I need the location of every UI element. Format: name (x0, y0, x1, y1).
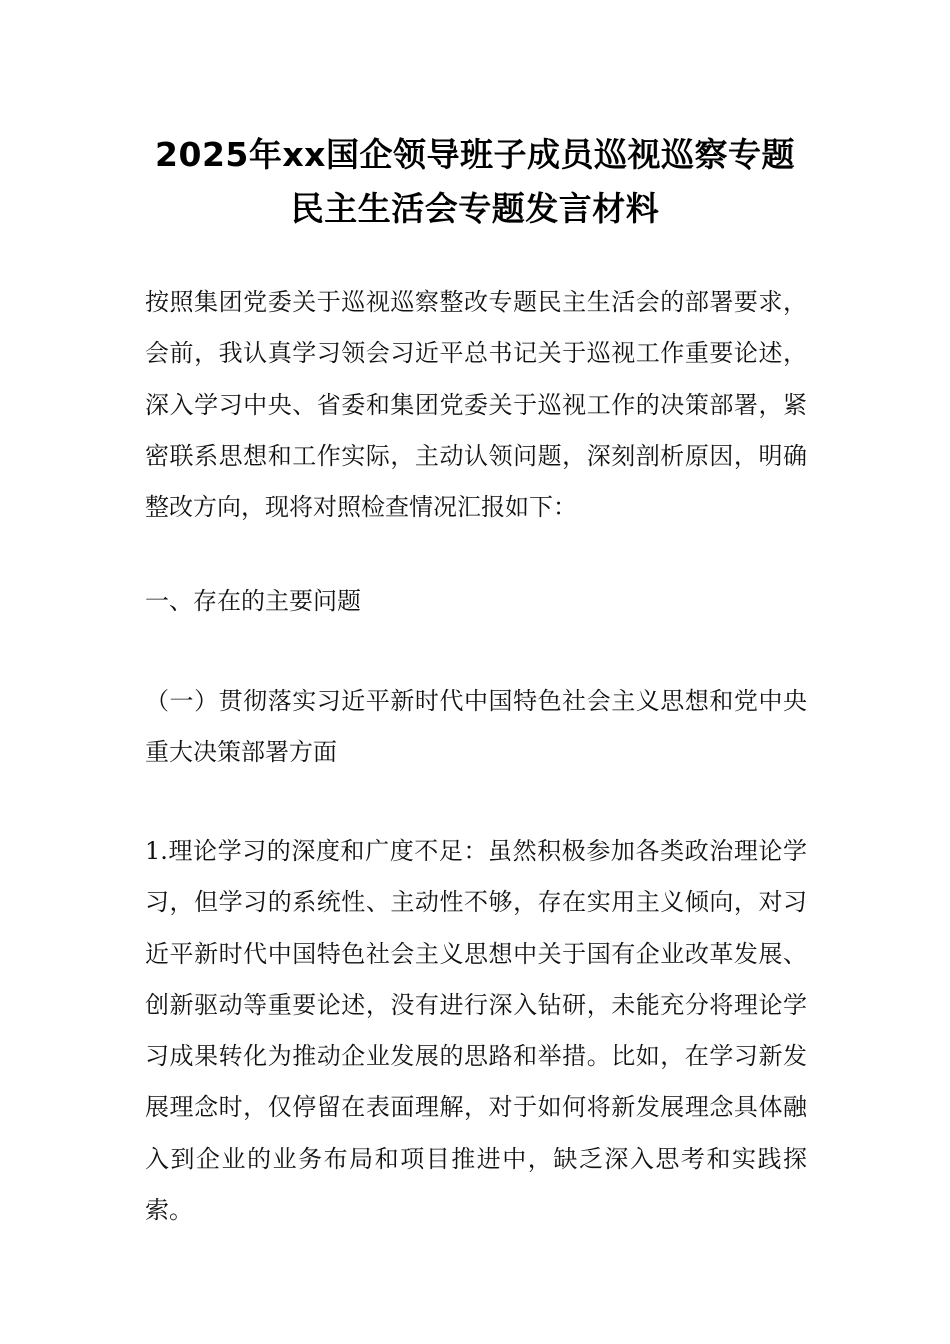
document-title-line-1: 2025年xx国企领导班子成员巡视巡察专题 (155, 135, 795, 174)
section-heading: 一、存在的主要问题 (145, 587, 361, 615)
document-title-line-2: 民主生活会专题发言材料 (290, 189, 660, 228)
item-paragraph: 1.理论学习的深度和广度不足：虽然积极参加各类政治理论学习，但学习的系统性、主动性不够，存在实用主义倾向，对习近平新时代中国特色社会主义思想中关于国有企业改革发展、创新驱动等重要论述，没有进行深入钻研，未能充分将理论学习成果转化为推动企业发展的思路和举措。比如，在学习新发展理念时，仅停留在表面理解，对于如何将新发展理念具体融入到企业的业务布局和项目推进中，缺乏深入思考和实践探索。 (145, 837, 807, 1225)
intro-paragraph: 按照集团党委关于巡视巡察整改专题民主生活会的部署要求，会前，我认真学习领会习近平总书记关于巡视工作重要论述，深入学习中央、省委和集团党委关于巡视工作的决策部署，紧密联系思想和工作实际，主动认领问题，深刻剖析原因，明确整改方向，现将对照检查情况汇报如下： (145, 288, 807, 522)
subsection-heading: （一）贯彻落实习近平新时代中国特色社会主义思想和党中央重大决策部署方面 (145, 687, 807, 767)
